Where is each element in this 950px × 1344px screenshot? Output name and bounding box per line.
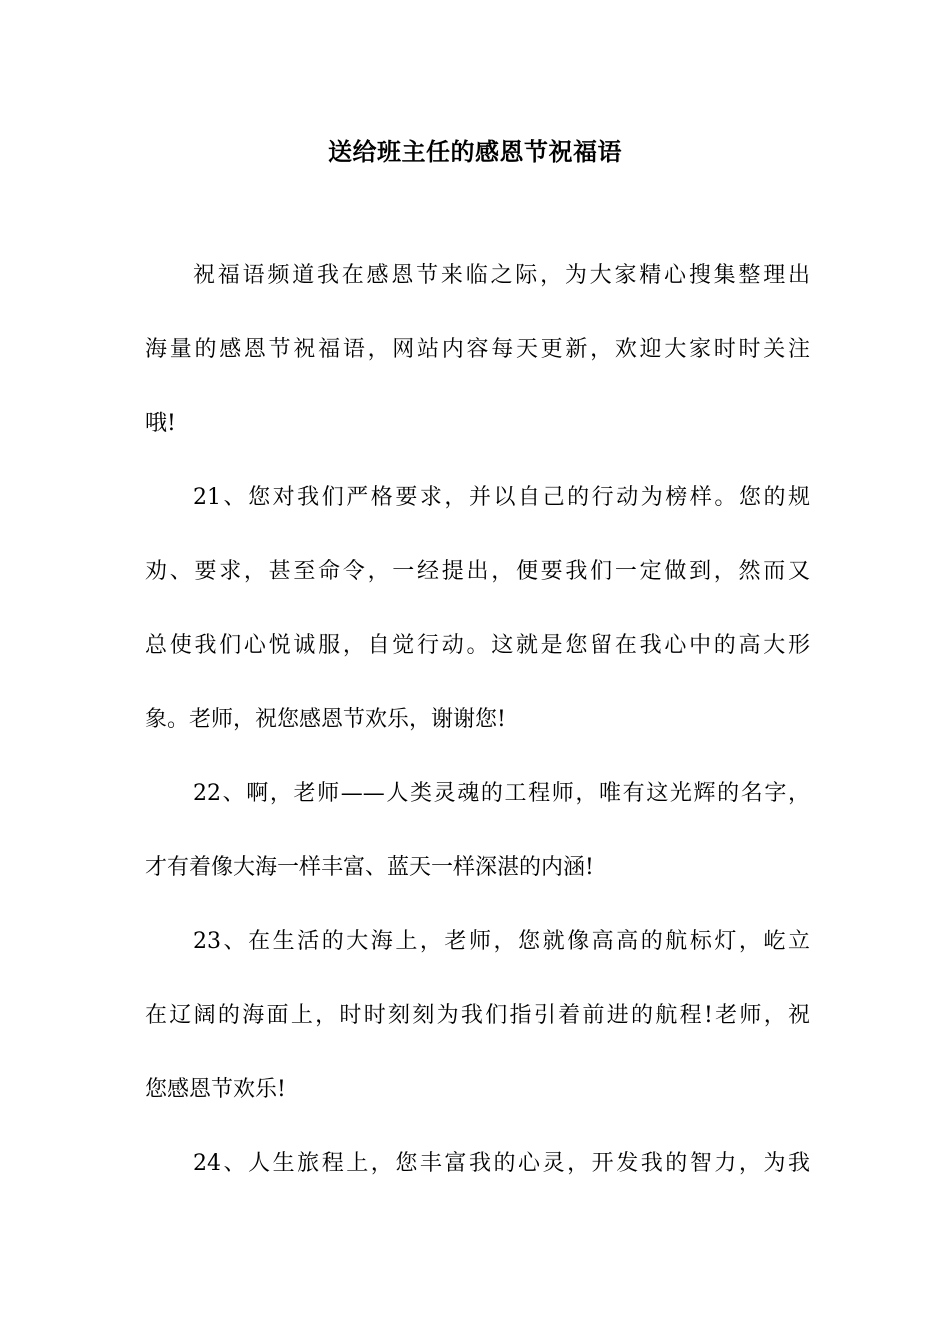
paragraph-line: 在辽阔的海面上，时时刻刻为我们指引着前进的航程!老师，祝 bbox=[145, 1003, 810, 1028]
document-title: 送给班主任的感恩节祝福语 bbox=[328, 138, 622, 166]
paragraph-line: 祝福语频道我在感恩节来临之际，为大家精心搜集整理出 bbox=[193, 263, 810, 288]
paragraph-line: 总使我们心悦诚服，自觉行动。这就是您留在我心中的高大形 bbox=[145, 633, 810, 658]
paragraph-line: 哦! bbox=[145, 411, 176, 436]
paragraph-line: 24、人生旅程上，您丰富我的心灵，开发我的智力，为我 bbox=[193, 1151, 810, 1176]
paragraph-line: 22、啊，老师——人类灵魂的工程师，唯有这光辉的名字， bbox=[193, 781, 810, 806]
paragraph-line: 才有着像大海一样丰富、蓝天一样深湛的内涵! bbox=[145, 855, 594, 880]
paragraph-line: 21、您对我们严格要求，并以自己的行动为榜样。您的规 bbox=[193, 485, 810, 510]
paragraph-line: 海量的感恩节祝福语，网站内容每天更新，欢迎大家时时关注 bbox=[145, 337, 810, 362]
paragraph-line: 23、在生活的大海上，老师，您就像高高的航标灯，屹立 bbox=[193, 929, 810, 954]
paragraph-line: 您感恩节欢乐! bbox=[145, 1077, 286, 1102]
paragraph-line: 象。老师，祝您感恩节欢乐，谢谢您! bbox=[145, 707, 506, 732]
paragraph-line: 劝、要求，甚至命令，一经提出，便要我们一定做到，然而又 bbox=[145, 559, 810, 584]
